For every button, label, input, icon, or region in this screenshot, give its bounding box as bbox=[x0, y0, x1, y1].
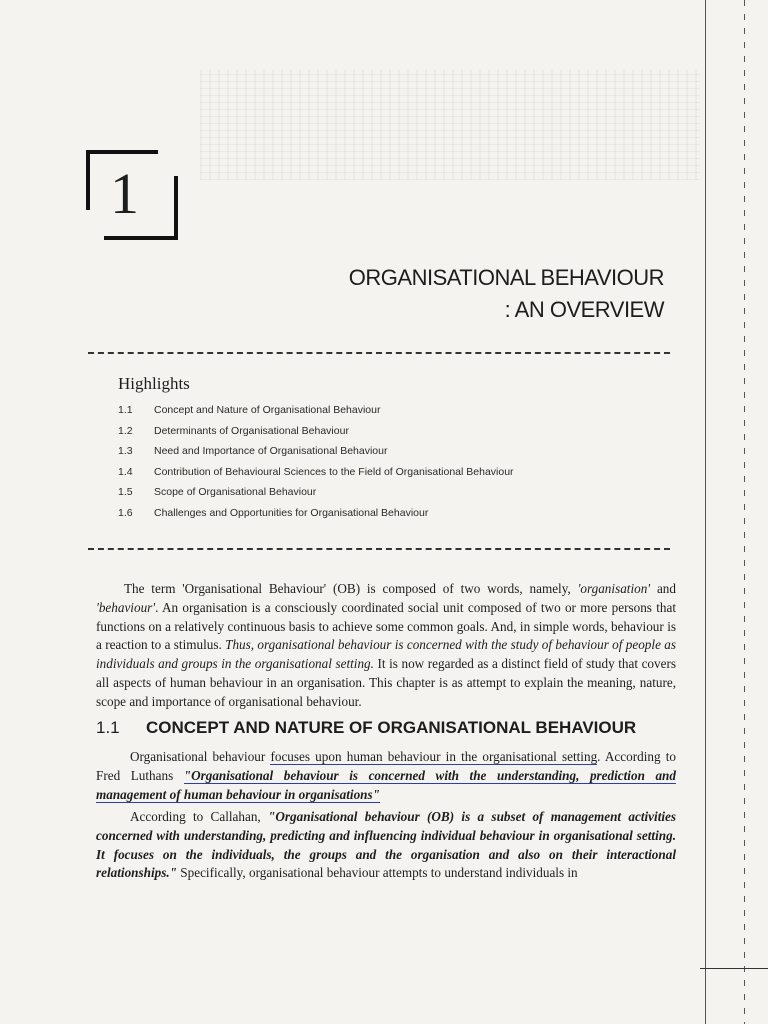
chapter-number: 1 bbox=[110, 161, 139, 226]
page-edge-dashed-line bbox=[744, 0, 745, 1024]
list-item: 1.4 Contribution of Behavioural Sciences to the Field of Organisational Behaviour bbox=[118, 465, 514, 478]
highlights-heading: Highlights bbox=[118, 374, 190, 393]
highlights-list bbox=[118, 404, 514, 527]
list-item: 1.3 Need and Importance of Organisational Behaviour bbox=[118, 445, 388, 457]
chapter-title-line2: : AN OVERVIEW bbox=[504, 297, 664, 322]
divider-bottom bbox=[88, 548, 670, 550]
list-item: 1.6 Challenges and Opportunities for Organisational Behaviour bbox=[118, 506, 429, 519]
intro-paragraph: The term 'Organisational Behaviour' (OB) is composed of two words, namely, 'organisation' and 'behaviour'. An organisation is a consciously coordinated social unit composed of two or more persons that functions on a relatively continuous basis to achieve some common goals. And, in simple words, behaviour is a reaction to a stimulus. Thus, organisational behaviour is concerned with the study of behaviour of people as individuals and groups in the organisational setting. It is now regarded as a distinct field of study that covers all aspects of human behaviour in an organisation. This chapter is as attempt to explain the meaning, nature, scope and importance of organisational behaviour. bbox=[96, 581, 676, 709]
list-item: 1.1 Concept and Nature of Organisational Behaviour bbox=[118, 404, 381, 416]
margin-line bbox=[700, 968, 768, 969]
divider-top bbox=[88, 352, 670, 354]
scan-noise bbox=[200, 70, 700, 180]
page-edge-line bbox=[705, 0, 706, 1024]
list-item: 1.5 Scope of Organisational Behaviour bbox=[118, 486, 317, 498]
body-paragraph-callahan: According to Callahan, "Organisational behaviour (OB) is a subset of management activities concerned with understanding, predicting and influencing individual behaviour in organisational setting. It focuses on the individuals, the groups and the organisation and also on their interactional relationships." Specifically, organisational behaviour attempts to understand individuals in bbox=[96, 809, 677, 881]
chapter-title-line1: ORGANISATIONAL BEHAVIOUR bbox=[348, 265, 664, 290]
body-paragraph-luthans: Organisational behaviour focuses upon human behaviour in the organisational setting. According to Fred Luthans "Organisational behaviour is concerned with the understanding, prediction and management of human behaviour in organisations" bbox=[96, 749, 676, 802]
list-item: 1.2 Determinants of Organisational Behaviour bbox=[118, 424, 349, 437]
section-heading: 1.1 CONCEPT AND NATURE OF ORGANISATIONAL BEHAVIOUR bbox=[96, 718, 637, 737]
chapter-title bbox=[349, 262, 664, 326]
